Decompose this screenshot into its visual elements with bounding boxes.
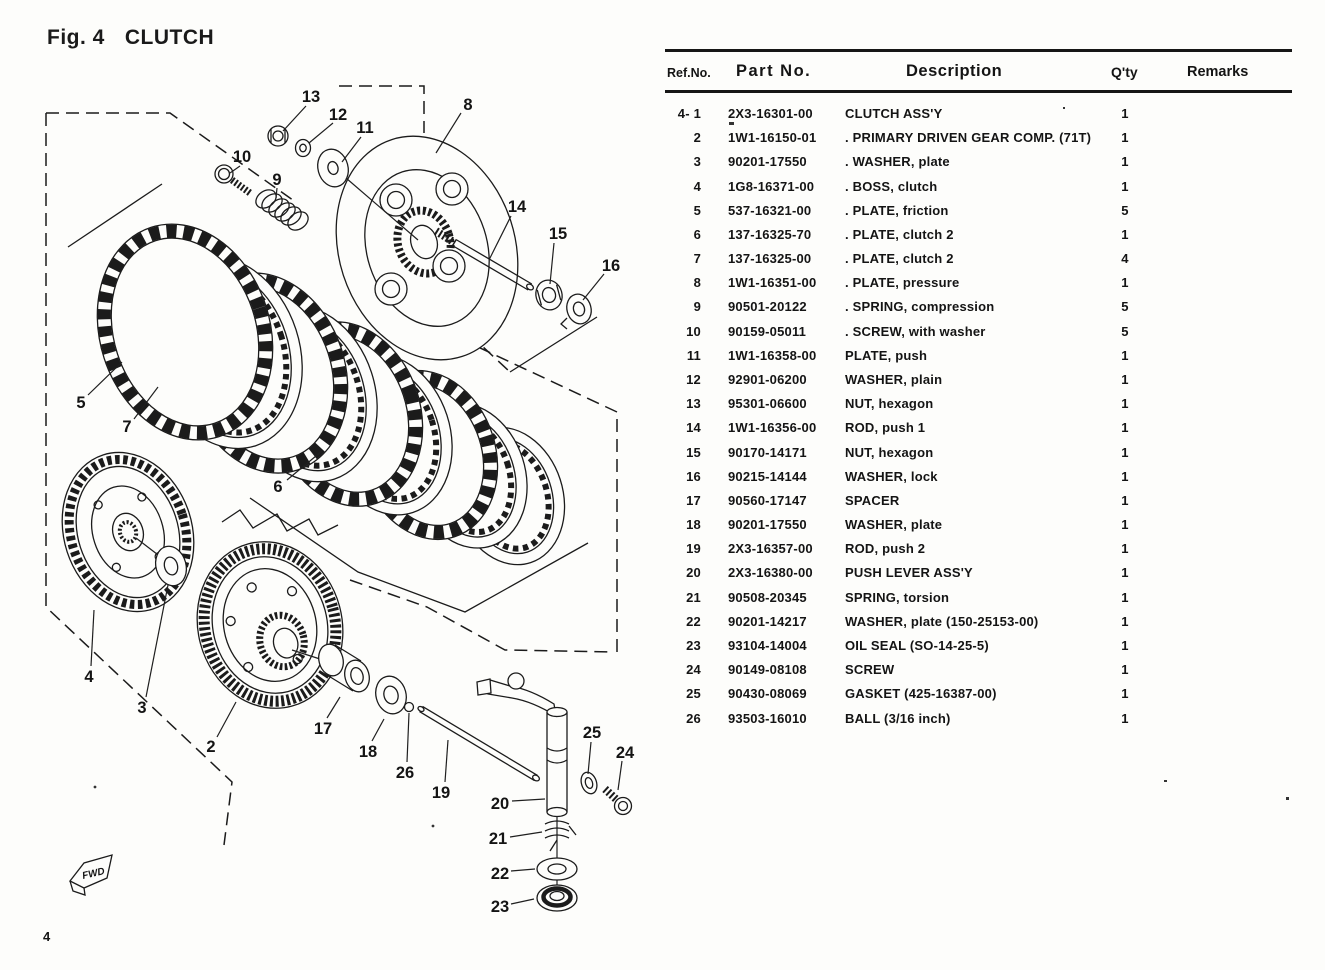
row-ref: 16 — [686, 468, 701, 484]
callout-number-22: 22 — [490, 865, 510, 883]
row-ref: 2 — [693, 130, 701, 146]
col-header-ref: Ref.No. — [667, 66, 711, 80]
row-part-no: 1W1-16351-00 — [728, 275, 817, 291]
scan-speck — [1286, 797, 1289, 800]
row-ref: 25 — [686, 686, 701, 702]
row-qty: 1 — [1121, 686, 1129, 702]
callout-leader-18 — [372, 719, 384, 741]
row-ref: 17 — [686, 492, 701, 508]
row-ref: 13 — [686, 396, 701, 412]
row-ref: 11 — [686, 347, 701, 363]
table-header-rule — [665, 90, 1292, 93]
row-ref: 5 — [693, 202, 701, 218]
row-description: . PLATE, pressure — [845, 275, 960, 291]
push-rod-2 — [417, 705, 540, 782]
callout-leader-23 — [511, 899, 534, 904]
table-row — [665, 561, 1292, 585]
row-description: . PLATE, friction — [845, 202, 949, 218]
row-description: NUT, hexagon — [845, 444, 934, 460]
table-row — [665, 247, 1292, 271]
plate-washer-22 — [537, 858, 577, 880]
table-row — [665, 344, 1292, 368]
exploded-clutch-diagram — [0, 0, 662, 970]
callout-leader-12 — [309, 123, 333, 143]
row-description: . PRIMARY DRIVEN GEAR COMP. (71T) — [845, 130, 1092, 146]
col-header-remarks: Remarks — [1187, 64, 1249, 80]
row-ref: 18 — [686, 517, 701, 533]
row-description: ROD, push 1 — [845, 420, 926, 436]
callout-number-13: 13 — [301, 88, 321, 106]
callout-number-8: 8 — [463, 96, 473, 114]
table-row — [665, 586, 1292, 610]
row-qty: 1 — [1121, 275, 1129, 291]
row-qty: 1 — [1121, 541, 1129, 557]
row-qty: 1 — [1121, 347, 1129, 363]
callout-number-10: 10 — [232, 148, 252, 166]
plain-washer-12 — [296, 140, 311, 157]
row-part-no: 1W1-16150-01 — [728, 130, 817, 146]
gasket-25 — [578, 770, 599, 796]
row-part-no: 2X3-16301-00 — [728, 106, 813, 121]
row-ref: 4- 1 — [677, 106, 701, 121]
screw-24 — [605, 789, 632, 815]
table-row — [665, 537, 1292, 561]
row-part-no: 2X3-16380-00 — [728, 565, 813, 581]
callout-leader-24 — [618, 761, 622, 790]
table-row — [665, 126, 1292, 150]
row-part-no: 90170-14171 — [728, 444, 807, 460]
row-ref: 24 — [686, 662, 701, 678]
fwd-label: FWD — [81, 866, 106, 882]
steel-ball-26 — [405, 703, 414, 712]
lever-clevis — [477, 679, 491, 695]
compression-spring-9 — [252, 186, 311, 234]
row-qty: 1 — [1121, 492, 1129, 508]
callout-leader-11 — [342, 137, 361, 162]
row-part-no: 2X3-16357-00 — [728, 541, 813, 557]
table-row — [665, 150, 1292, 174]
callout-leader-13 — [283, 106, 306, 131]
table-row — [665, 199, 1292, 223]
row-part-no: 90201-17550 — [728, 517, 807, 533]
figure-name: CLUTCH — [124, 26, 215, 49]
row-qty: 1 — [1121, 420, 1129, 436]
hex-nut-15 — [533, 277, 566, 313]
table-row — [665, 489, 1292, 513]
row-part-no: 90215-14144 — [728, 468, 807, 484]
row-description: . WASHER, plate — [845, 154, 950, 170]
row-ref: 26 — [686, 710, 701, 726]
table-row — [665, 392, 1292, 416]
row-qty: 1 — [1121, 444, 1129, 460]
table-row — [665, 295, 1292, 319]
row-ref: 9 — [693, 299, 701, 315]
row-description: . PLATE, clutch 2 — [845, 251, 954, 267]
callout-leader-4 — [91, 610, 94, 666]
row-qty: 1 — [1121, 226, 1129, 242]
row-ref: 23 — [686, 637, 701, 653]
table-row — [665, 175, 1292, 199]
scan-speck — [94, 786, 97, 789]
row-part-no: 1G8-16371-00 — [728, 178, 815, 194]
row-qty: 1 — [1121, 589, 1129, 605]
row-description: SPRING, torsion — [845, 589, 950, 605]
table-row — [665, 465, 1292, 489]
callout-number-2: 2 — [206, 738, 216, 756]
row-ref: 22 — [686, 613, 701, 629]
col-header-part: Part No. — [736, 62, 812, 80]
row-description: . BOSS, clutch — [845, 178, 938, 194]
row-description: BALL (3/16 inch) — [845, 710, 951, 726]
callout-number-20: 20 — [490, 795, 510, 813]
fwd-arrow-marker — [70, 855, 112, 895]
row-part-no: 95301-06600 — [728, 396, 807, 412]
row-qty: 1 — [1121, 517, 1129, 533]
table-row — [665, 634, 1292, 658]
row-part-no: 93104-14004 — [728, 637, 807, 653]
callout-leader-16 — [583, 274, 604, 300]
scan-mark — [729, 122, 734, 125]
table-row — [665, 707, 1292, 731]
callout-number-26: 26 — [395, 764, 415, 782]
row-ref: 21 — [686, 589, 701, 605]
row-part-no: 90560-17147 — [728, 492, 807, 508]
row-description: SCREW — [845, 662, 895, 678]
row-part-no: 90501-20122 — [728, 299, 807, 315]
row-description: . SPRING, compression — [845, 299, 995, 315]
torsion-spring-21 — [545, 821, 576, 851]
row-qty: 1 — [1121, 565, 1129, 581]
callout-number-3: 3 — [137, 699, 147, 717]
callout-leader-15 — [550, 243, 554, 284]
table-row — [665, 441, 1292, 465]
row-description: ROD, push 2 — [845, 541, 926, 557]
row-description: WASHER, lock — [845, 468, 938, 484]
table-row — [665, 320, 1292, 344]
row-qty: 5 — [1121, 323, 1129, 339]
row-description: GASKET (425-16387-00) — [845, 686, 997, 702]
row-description: PUSH LEVER ASS'Y — [845, 565, 973, 581]
callout-leader-25 — [588, 742, 591, 774]
table-row — [665, 682, 1292, 706]
callout-number-24: 24 — [615, 744, 635, 762]
row-qty: 4 — [1121, 251, 1129, 267]
row-qty: 1 — [1121, 468, 1129, 484]
basket-fingers — [222, 510, 338, 535]
row-part-no: 90430-08069 — [728, 686, 807, 702]
clutch-boss — [42, 435, 214, 629]
row-ref: 3 — [693, 154, 701, 170]
table-row — [665, 658, 1292, 682]
table-row — [665, 368, 1292, 392]
table-row — [665, 416, 1292, 440]
callout-number-6: 6 — [273, 478, 283, 496]
oil-seal-23 — [537, 885, 577, 911]
row-qty: 1 — [1121, 178, 1129, 194]
table-row — [665, 271, 1292, 295]
row-part-no: 93503-16010 — [728, 710, 807, 726]
table-top-rule — [665, 49, 1292, 52]
row-part-no: 90149-08108 — [728, 662, 807, 678]
row-part-no: 90159-05011 — [728, 323, 807, 339]
row-part-no: 90201-17550 — [728, 154, 807, 170]
row-description: NUT, hexagon — [845, 396, 934, 412]
callout-number-23: 23 — [490, 898, 510, 916]
row-qty: 1 — [1121, 130, 1129, 146]
callout-number-7: 7 — [122, 418, 132, 436]
row-description: WASHER, plain — [845, 371, 943, 387]
row-qty: 1 — [1121, 637, 1129, 653]
page-number: 4 — [43, 929, 51, 944]
row-qty: 1 — [1121, 613, 1129, 629]
callout-number-5: 5 — [76, 394, 86, 412]
row-qty: 1 — [1121, 106, 1129, 121]
row-part-no: 137-16325-00 — [728, 251, 812, 267]
row-ref: 4 — [693, 178, 701, 194]
spring-screw-10 — [215, 165, 250, 193]
row-part-no: 1W1-16358-00 — [728, 347, 817, 363]
callout-leader-17 — [327, 697, 340, 718]
row-qty: 1 — [1121, 154, 1129, 170]
row-description: . SCREW, with washer — [845, 323, 986, 339]
callout-number-14: 14 — [507, 198, 527, 216]
scan-speck — [432, 825, 435, 828]
row-qty: 1 — [1121, 396, 1129, 412]
row-ref: 14 — [686, 420, 701, 436]
row-description: PLATE, push — [845, 347, 928, 363]
scan-speck — [1063, 107, 1065, 109]
row-description: WASHER, plate (150-25153-00) — [845, 613, 1039, 629]
table-row — [665, 610, 1292, 634]
row-part-no: 1W1-16356-00 — [728, 420, 817, 436]
callout-leader-22 — [511, 869, 535, 871]
row-description: CLUTCH ASS'Y — [845, 106, 943, 121]
plate-washer-18 — [372, 673, 411, 717]
row-part-no: 90508-20345 — [728, 589, 807, 605]
figure-label: Fig. 4 — [47, 26, 105, 49]
row-ref: 20 — [686, 565, 701, 581]
row-qty: 1 — [1121, 710, 1129, 726]
row-ref: 6 — [693, 226, 701, 242]
callout-number-11: 11 — [356, 119, 374, 137]
row-ref: 12 — [686, 371, 701, 387]
callout-number-25: 25 — [582, 724, 602, 742]
row-description: SPACER — [845, 492, 900, 508]
row-description: . PLATE, clutch 2 — [845, 226, 954, 242]
row-qty: 1 — [1121, 371, 1129, 387]
col-header-qty: Q'ty — [1111, 64, 1138, 80]
scan-speck — [1164, 780, 1167, 782]
row-ref: 19 — [686, 541, 701, 557]
row-description: OIL SEAL (SO-14-25-5) — [845, 637, 989, 653]
primary-driven-gear — [179, 510, 362, 725]
callout-number-15: 15 — [548, 225, 568, 243]
callout-number-21: 21 — [488, 830, 508, 848]
callout-number-19: 19 — [431, 784, 451, 802]
callout-leader-9 — [276, 188, 277, 198]
callout-number-17: 17 — [313, 720, 333, 738]
table-row — [665, 223, 1292, 247]
row-ref: 10 — [686, 323, 701, 339]
callout-number-16: 16 — [601, 257, 621, 275]
row-ref: 8 — [693, 275, 701, 291]
callout-leader-2 — [217, 702, 236, 737]
row-qty: 1 — [1121, 662, 1129, 678]
table-row — [665, 513, 1292, 537]
callout-leader-20 — [512, 799, 545, 801]
col-header-desc: Description — [906, 62, 1003, 80]
callout-leader-19 — [445, 740, 448, 782]
row-ref: 7 — [693, 251, 701, 267]
callout-number-9: 9 — [272, 171, 282, 189]
callout-number-18: 18 — [358, 743, 378, 761]
row-qty: 5 — [1121, 299, 1129, 315]
row-part-no: 92901-06200 — [728, 371, 807, 387]
lock-washer-16 — [561, 291, 594, 329]
callout-leader-26 — [407, 713, 409, 762]
lever-knob — [508, 673, 524, 689]
callout-number-12: 12 — [328, 106, 348, 124]
row-description: WASHER, plate — [845, 517, 943, 533]
row-qty: 5 — [1121, 202, 1129, 218]
row-ref: 15 — [686, 444, 701, 460]
table-row — [665, 102, 1292, 126]
row-part-no: 90201-14217 — [728, 613, 807, 629]
row-part-no: 537-16321-00 — [728, 202, 812, 218]
callout-number-4: 4 — [84, 668, 94, 686]
callout-leader-21 — [510, 832, 542, 837]
row-part-no: 137-16325-70 — [728, 226, 812, 242]
